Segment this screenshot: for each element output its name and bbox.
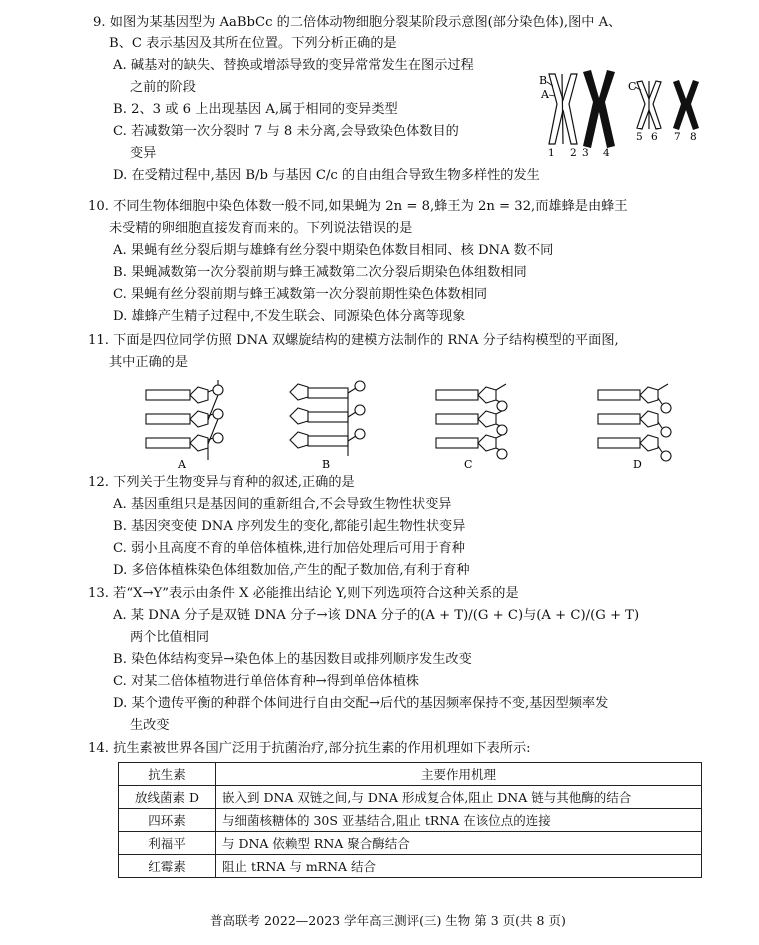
rna-model-label-c: C bbox=[464, 458, 473, 471]
chromosome-number-7: 7 bbox=[674, 131, 681, 143]
antibiotic-name: 红霉素 bbox=[119, 855, 216, 878]
q9-option-c-line2: 变异 bbox=[130, 146, 157, 161]
q12-option-c: C. 弱小且高度不育的单倍体植株,进行加倍处理后可用于育种 bbox=[113, 541, 465, 556]
chromosome-number-4: 4 bbox=[603, 147, 610, 159]
chromosome-3-4 bbox=[583, 70, 615, 148]
q10-option-c: C. 果蝇有丝分裂前期与蜂王减数第一次分裂前期性染色体数相同 bbox=[113, 287, 488, 302]
rna-model-label-d: D bbox=[633, 458, 642, 471]
table-header-mechanism: 主要作用机理 bbox=[216, 763, 702, 786]
q9-option-d: D. 在受精过程中,基因 B/b 与基因 C/c 的自由组合导致生物多样性的发生 bbox=[113, 168, 540, 183]
rna-models-figure bbox=[140, 378, 680, 474]
q13-option-a-line1: A. 某 DNA 分子是双链 DNA 分子→该 DNA 分子的(A + T)/(G + C)与(A + C)/(G + T) bbox=[113, 608, 640, 623]
table-row bbox=[119, 809, 702, 832]
q9-option-a-line2: 之前的阶段 bbox=[130, 80, 196, 95]
antibiotic-mechanism-table bbox=[118, 762, 702, 878]
rna-model-label-a: A bbox=[178, 458, 186, 471]
rna-model-label-b: B bbox=[322, 458, 331, 471]
q12-option-a: A. 基因重组只是基因间的重新组合,不会导致生物性状变异 bbox=[113, 497, 452, 512]
q11-stem-line2: 其中正确的是 bbox=[109, 355, 189, 370]
table-row bbox=[119, 832, 702, 855]
q12-option-b: B. 基因突变使 DNA 序列发生的变化,都能引起生物性状变异 bbox=[113, 519, 466, 534]
q10-option-d: D. 雄蜂产生精子过程中,不发生联会、同源染色体分离等现象 bbox=[113, 309, 466, 324]
q11-stem-line1: 11. 下面是四位同学仿照 DNA 双螺旋结构的建模方法制作的 RNA 分子结构模型的平面图, bbox=[88, 333, 619, 348]
q9-option-b: B. 2、3 或 6 上出现基因 A,属于相同的变异类型 bbox=[113, 102, 398, 117]
chromosome-number-5: 5 bbox=[636, 131, 643, 143]
q12-stem: 12. 下列关于生物变异与育种的叙述,正确的是 bbox=[88, 475, 355, 490]
chromosome-number-2: 2 bbox=[570, 147, 577, 159]
antibiotic-mechanism: 阻止 tRNA 与 mRNA 结合 bbox=[216, 855, 702, 878]
q9-stem-line1: 9. 如图为某基因型为 AaBbCc 的二倍体动物细胞分裂某阶段示意图(部分染色体),图中 A、 bbox=[93, 15, 622, 30]
antibiotic-mechanism: 与细菌核糖体的 30S 亚基结合,阻止 tRNA 在该位点的连接 bbox=[216, 809, 702, 832]
gene-label-c: C bbox=[628, 80, 637, 93]
q13-stem: 13. 若“X→Y”表示由条件 X 必能推出结论 Y,则下列选项符合这种关系的是 bbox=[88, 586, 519, 601]
antibiotic-mechanism: 嵌入到 DNA 双链之间,与 DNA 形成复合体,阻止 DNA 链与其他酶的结合 bbox=[216, 786, 702, 809]
chromosome-5-6 bbox=[637, 81, 661, 129]
q13-option-d-line1: D. 某个遗传平衡的种群个体间进行自由交配→后代的基因频率保持不变,基因型频率发 bbox=[113, 696, 609, 711]
q10-stem-line2: 未受精的卵细胞直接发育而来的。下列说法错误的是 bbox=[109, 221, 413, 236]
q9-option-a-line1: A. 碱基对的缺失、替换或增添导致的变异常常发生在图示过程 bbox=[113, 58, 474, 73]
q10-stem-line1: 10. 不同生物体细胞中染色体数一般不同,如果蝇为 2n = 8,蜂王为 2n = 32,而雄蜂是由蜂王 bbox=[88, 199, 628, 214]
chromosome-figure bbox=[535, 68, 715, 160]
q9-option-c-line1: C. 若减数第一次分裂时 7 与 8 未分离,会导致染色体数目的 bbox=[113, 124, 459, 139]
rna-model-c bbox=[436, 384, 507, 459]
chromosome-1-2 bbox=[549, 74, 577, 144]
q9-stem-line2: B、C 表示基因及其所在位置。下列分析正确的是 bbox=[109, 36, 397, 51]
chromosome-number-8: 8 bbox=[690, 131, 697, 143]
table-header-antibiotic: 抗生素 bbox=[119, 763, 216, 786]
antibiotic-name: 放线菌素 D bbox=[119, 786, 216, 809]
q13-option-d-line2: 生改变 bbox=[130, 718, 170, 733]
q13-option-a-line2: 两个比值相同 bbox=[130, 630, 210, 645]
rna-model-a bbox=[146, 380, 223, 460]
antibiotic-name: 利福平 bbox=[119, 832, 216, 855]
page-footer: 普高联考 2022—2023 学年高三测评(三) 生物 第 3 页(共 8 页) bbox=[210, 913, 566, 928]
chromosome-7-8 bbox=[673, 80, 699, 130]
q13-option-c: C. 对某二倍体植物进行单倍体育种→得到单倍体植株 bbox=[113, 674, 419, 689]
table-row bbox=[119, 786, 702, 809]
chromosome-number-1: 1 bbox=[548, 147, 555, 159]
gene-label-b: B bbox=[539, 74, 548, 87]
antibiotic-mechanism: 与 DNA 依赖型 RNA 聚合酶结合 bbox=[216, 832, 702, 855]
chromosome-number-3: 3 bbox=[582, 147, 589, 159]
rna-model-d bbox=[598, 384, 671, 461]
gene-label-a: A bbox=[541, 88, 549, 101]
rna-model-b bbox=[290, 381, 365, 456]
q13-option-b: B. 染色体结构变异→染色体上的基因数目或排列顺序发生改变 bbox=[113, 652, 472, 667]
q10-option-a: A. 果蝇有丝分裂后期与雄蜂有丝分裂中期染色体数目相同、核 DNA 数不同 bbox=[113, 243, 554, 258]
antibiotic-name: 四环素 bbox=[119, 809, 216, 832]
table-header-row bbox=[119, 763, 702, 786]
q10-option-b: B. 果蝇减数第一次分裂前期与蜂王减数第二次分裂后期染色体组数相同 bbox=[113, 265, 527, 280]
table-row bbox=[119, 855, 702, 878]
q12-option-d: D. 多倍体植株染色体组数加倍,产生的配子数加倍,有利于育种 bbox=[113, 563, 470, 578]
q14-stem: 14. 抗生素被世界各国广泛用于抗菌治疗,部分抗生素的作用机理如下表所示: bbox=[88, 741, 531, 756]
chromosome-number-6: 6 bbox=[651, 131, 658, 143]
